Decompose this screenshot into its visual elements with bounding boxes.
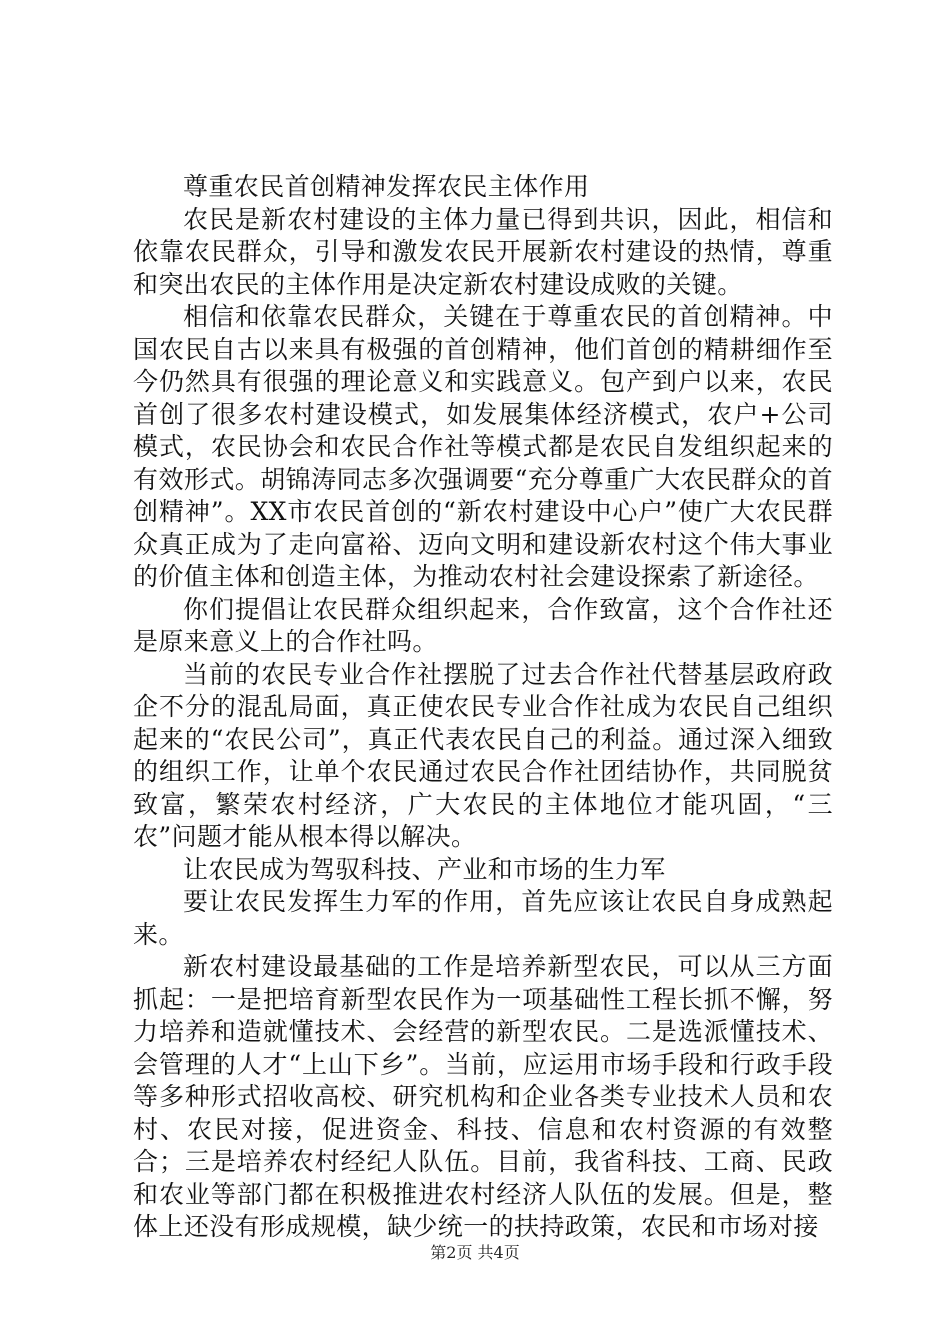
section-heading: 让农民成为驾驭科技、产业和市场的生力军 <box>183 854 666 884</box>
document-body <box>133 171 833 1244</box>
paragraph: 新农村建设最基础的工作是培养新型农民，可以从三方面抓起：一是把培育新型农民作为一项基础性工程长抓不懈，努力培养和造就懂技术、会经营的新型农民。二是选派懂技术、会管理的人才“上山下乡”。当前，应运用市场手段和行政手段等多种形式招收高校、研究机构和企业各类专业技术人员和农村、农民对接，促进资金、科技、信息和农村资源的有效整合；三是培养农村经纪人队伍。目前，我省科技、工商、民政和农业等部门都在积极推进农村经济人队伍的发展。但是，整体上还没有形成规模，缺少统一的扶持政策，农民和市场对接 <box>133 952 833 1241</box>
page-number-footer: 第2页 共4页 <box>430 1243 520 1262</box>
paragraph: 要让农民发挥生力军的作用，首先应该让农民自身成熟起来。 <box>133 887 833 949</box>
paragraph: 农民是新农村建设的主体力量已得到共识，因此，相信和依靠农民群众，引导和激发农民开展新农村建设的热情，尊重和突出农民的主体作用是决定新农村建设成败的关键。 <box>133 204 833 299</box>
section-heading: 尊重农民首创精神发挥农民主体作用 <box>183 172 590 201</box>
paragraph: 你们提倡让农民群众组织起来，合作致富，这个合作社还是原来意义上的合作社吗。 <box>133 594 833 656</box>
paragraph: 当前的农民专业合作社摆脱了过去合作社代替基层政府政企不分的混乱局面，真正使农民专业合作社成为农民自己组织起来的“农民公司”，真正代表农民自己的利益。通过深入细致的组织工作，让单个农民通过农民合作社团结协作，共同脱贫致富，繁荣农村经济，广大农民的主体地位才能巩固，“三农”问题才能从根本得以解决。 <box>133 659 833 851</box>
paragraph: 相信和依靠农民群众，关键在于尊重农民的首创精神。中国农民自古以来具有极强的首创精神，他们首创的精耕细作至今仍然具有很强的理论意义和实践意义。包产到户以来，农民首创了很多农村建设模式，如发展集体经济模式，农户+公司模式，农民协会和农民合作社等模式都是农民自发组织起来的有效形式。胡锦涛同志多次强调要“充分尊重广大农民群众的首创精神”。XX市农民首创的“新农村建设中心户”使广大农民群众真正成为了走向富裕、迈向文明和建设新农村这个伟大事业的价值主体和创造主体，为推动农村社会建设探索了新途径。 <box>133 302 833 591</box>
